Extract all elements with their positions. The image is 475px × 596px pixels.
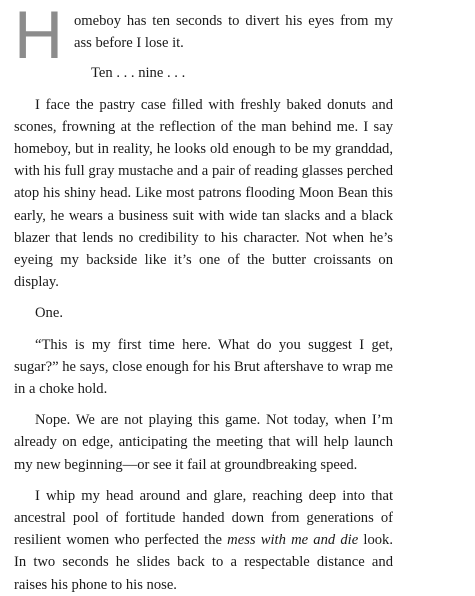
opening-paragraph (14, 0, 393, 73)
paragraph-pastry-case: I face the pastry case filled with freshly baked donuts and scones, frowning at the reflection of the man behind me. I say homeboy, but in reality, he looks old enough to be my granddad, with his full gray mustache and a pair of reading glasses perched atop his shiny head. Like most patrons flooding Moon Bean this early, he wears a business suit with wide tan slacks and a black blazer that lends no credibility to his character. Not when he’s eyeing my backside like it’s one of the butter croissants on display. (14, 96, 393, 291)
paragraph-dialogue: “This is my first time here. What do you suggest I get, sugar?” he says, close enough for his Brut aftershave to wrap me in a choke hold. (14, 336, 393, 398)
opening-text: omeboy has ten seconds to divert his eyes from my ass before I lose it. (74, 13, 393, 52)
countdown-line: Ten . . . nine . . . (91, 65, 186, 82)
glare-text-italic: mess with me and die (227, 532, 359, 549)
book-page (14, 0, 393, 596)
glare-text-after: look. In two seconds he slides back to a respectable distance and raises his phone to his nose. (14, 532, 393, 593)
paragraph-nope: Nope. We are not playing this game. Not today, when I’m already on edge, anticipating the meeting that will help launch my new beginning—or see it fail at groundbreaking speed. (14, 412, 393, 473)
glare-text-before: I whip my head around and glare, reaching deep into that ancestral pool of fortitude handed down from generations of resilient women who perfected the (14, 487, 393, 549)
paragraph-one: One. (35, 305, 63, 322)
paragraph-glare (14, 485, 393, 596)
drop-cap-letter: H (14, 0, 64, 73)
